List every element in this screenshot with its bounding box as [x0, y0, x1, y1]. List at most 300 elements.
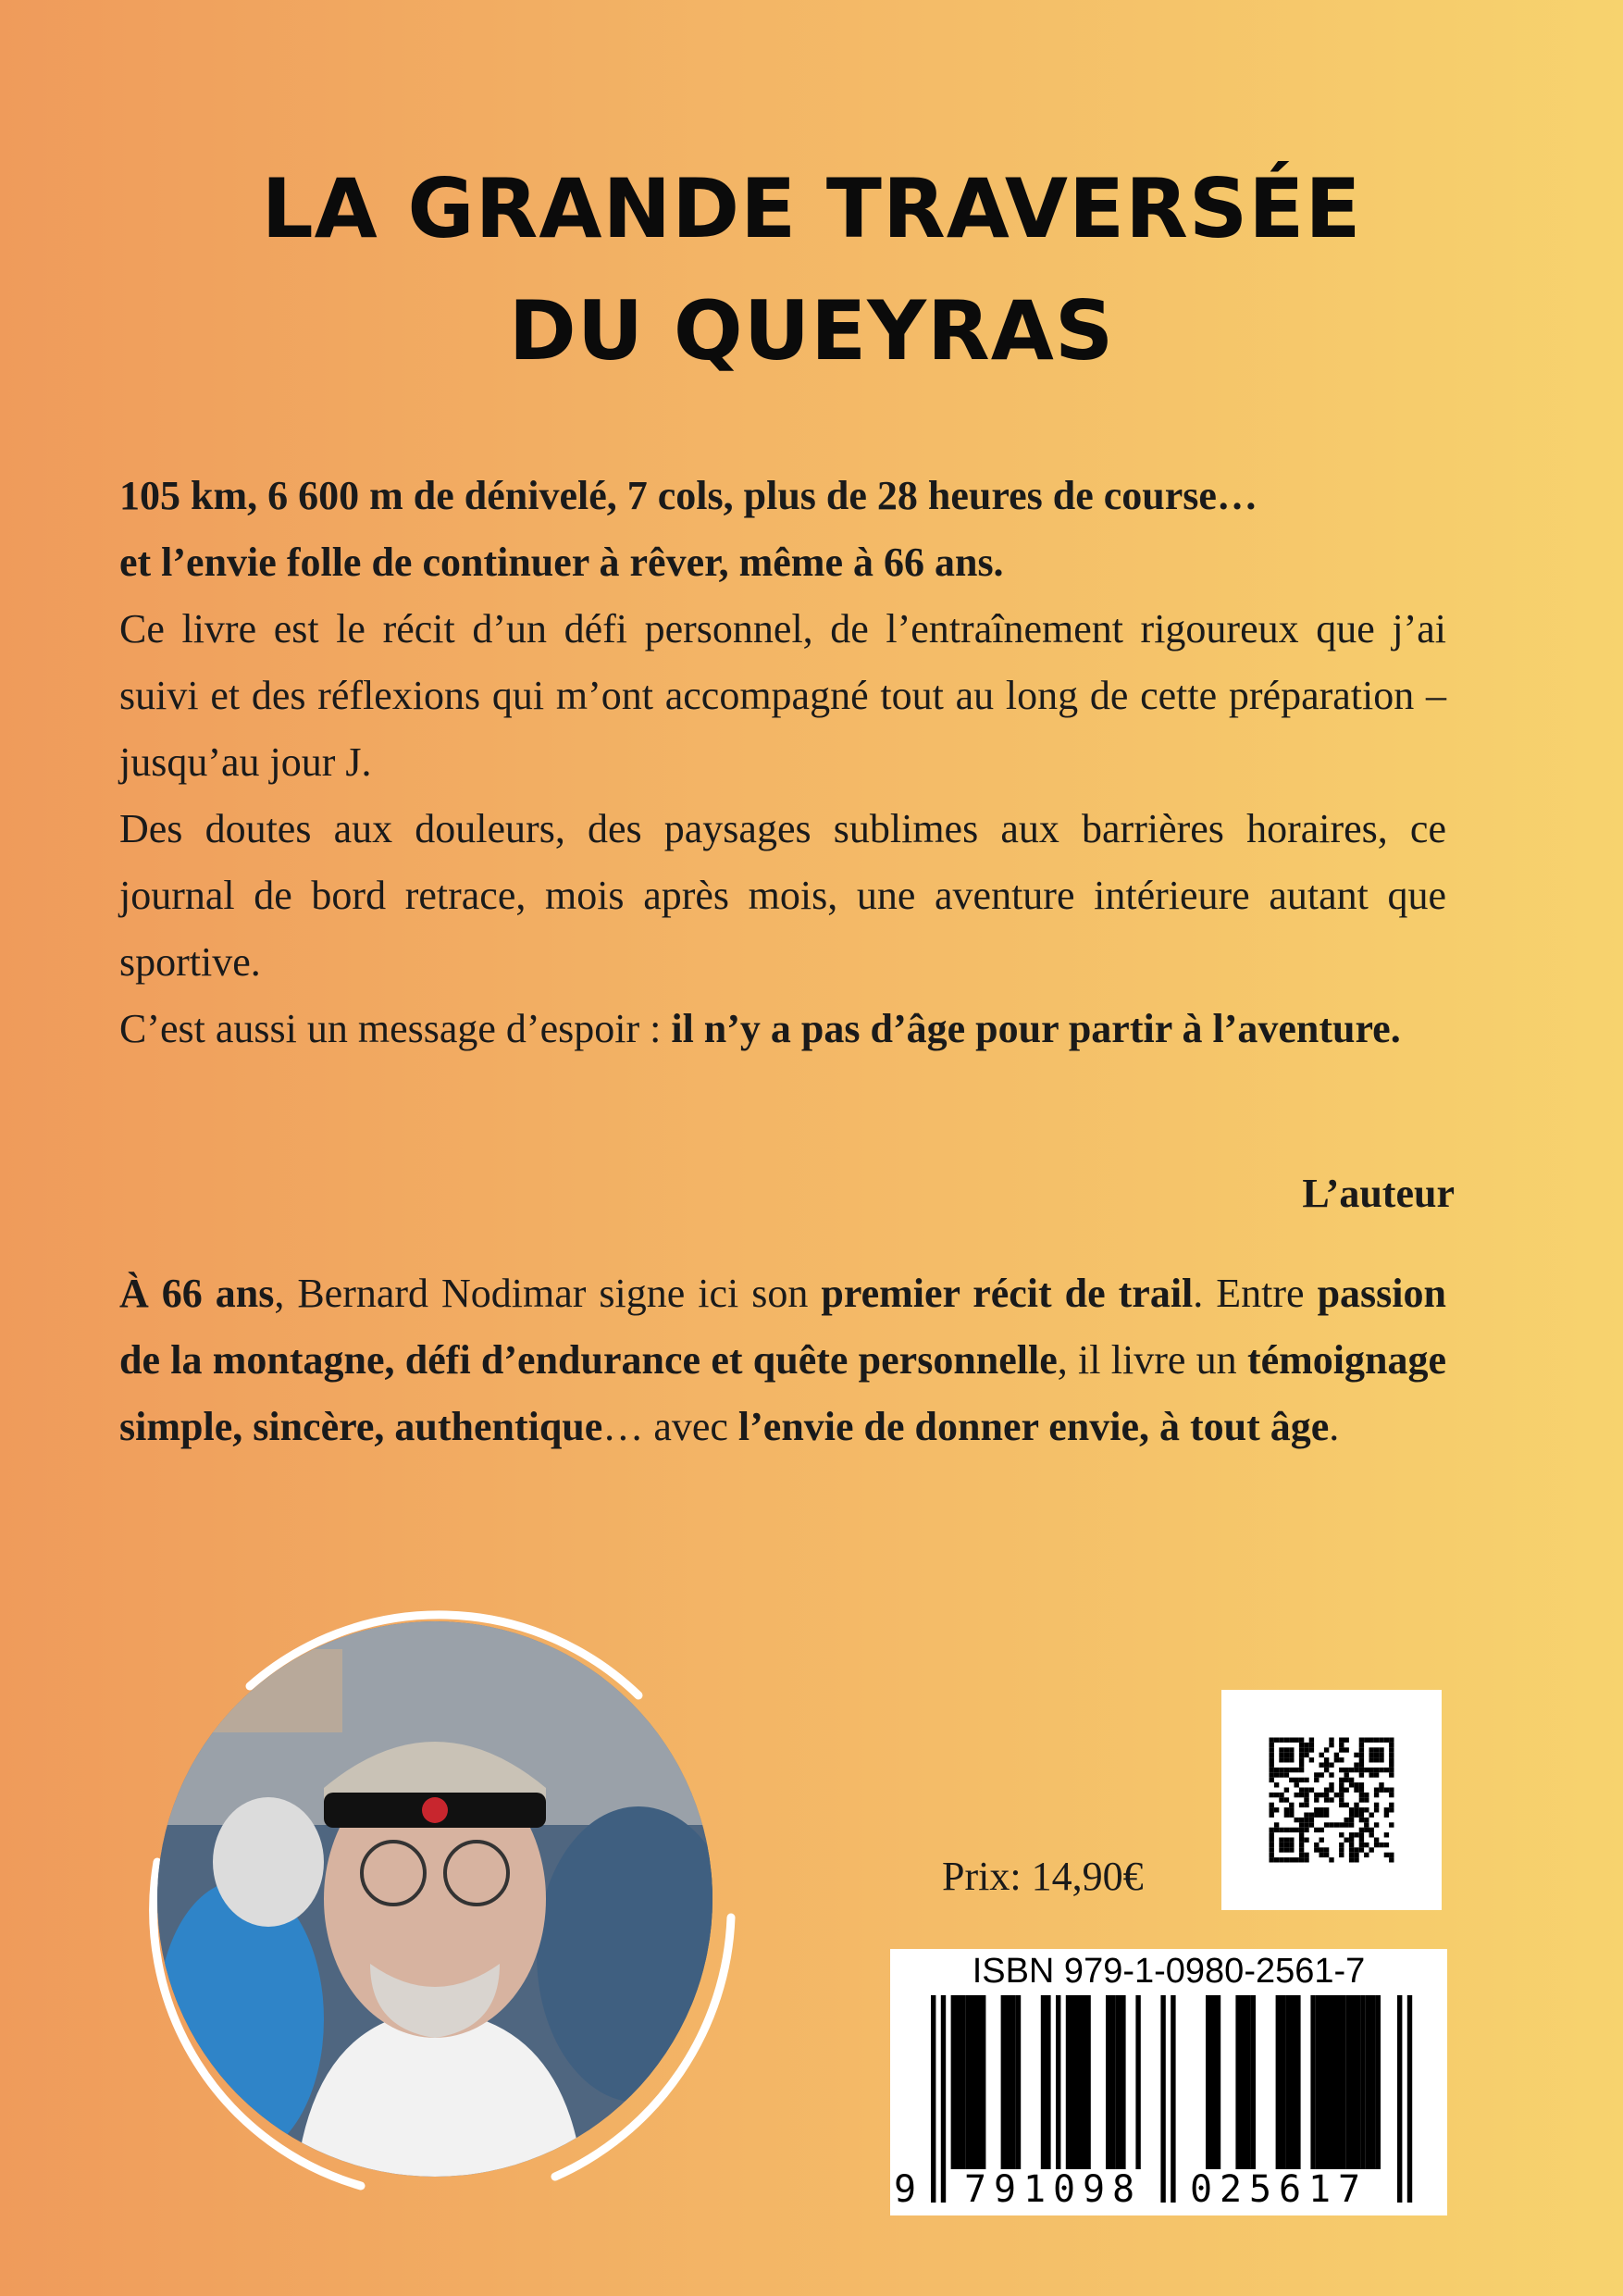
bio-emphasis-testimony: témoignage simple, sincère, authentique: [119, 1337, 1446, 1449]
qr-module: [1309, 1818, 1314, 1822]
qr-module: [1319, 1853, 1324, 1857]
qr-module: [1270, 1793, 1274, 1797]
qr-module: [1299, 1747, 1304, 1752]
qr-module: [1344, 1747, 1349, 1752]
qr-module: [1334, 1793, 1339, 1797]
qr-module: [1379, 1788, 1383, 1793]
qr-module: [1309, 1747, 1314, 1752]
qr-module: [1289, 1747, 1294, 1752]
qr-module: [1379, 1768, 1383, 1772]
qr-module: [1284, 1768, 1289, 1772]
qr-module: [1274, 1793, 1279, 1797]
qr-module: [1319, 1807, 1324, 1812]
qr-module: [1324, 1847, 1329, 1852]
qr-module: [1359, 1782, 1364, 1787]
qr-module: [1299, 1738, 1304, 1743]
qr-module: [1289, 1757, 1294, 1762]
qr-module: [1304, 1818, 1308, 1822]
qr-module: [1369, 1768, 1374, 1772]
qr-module: [1279, 1768, 1283, 1772]
qr-module: [1359, 1788, 1364, 1793]
qr-module: [1384, 1843, 1389, 1847]
qr-module: [1274, 1807, 1279, 1812]
blurb-paragraph-1: Ce livre est le récit d’un défi personnel, de l’entraînement rigoureux que j’ai suivi et des réflexions qui m’ont accompagné tout au long de cette préparation – jusqu’au jour J.: [119, 606, 1446, 785]
qr-module: [1299, 1793, 1304, 1797]
qr-module: [1279, 1772, 1283, 1777]
isbn-digit: 9: [1083, 2168, 1106, 2211]
qr-module: [1270, 1807, 1274, 1812]
qr-module: [1339, 1847, 1344, 1852]
qr-module: [1379, 1738, 1383, 1743]
qr-module: [1384, 1853, 1389, 1857]
qr-module: [1359, 1807, 1364, 1812]
qr-module: [1324, 1813, 1329, 1818]
qr-module: [1359, 1772, 1364, 1777]
barcode-bar: [1081, 1995, 1091, 2169]
qr-module: [1369, 1738, 1374, 1743]
qr-module: [1295, 1782, 1299, 1787]
barcode-bar: [1016, 1995, 1021, 2169]
qr-module: [1339, 1778, 1344, 1782]
qr-module: [1289, 1778, 1294, 1782]
qr-module: [1324, 1822, 1329, 1827]
blurb-lead-line-2: et l’envie folle de continuer à rêver, même à 66 ans.: [119, 540, 1004, 585]
qr-module: [1374, 1772, 1379, 1777]
barcode-bar: [966, 1995, 981, 2169]
barcode-bar: [1235, 1995, 1250, 2169]
qr-module: [1279, 1828, 1283, 1832]
qr-module: [1304, 1838, 1308, 1843]
qr-module: [1270, 1757, 1274, 1762]
qr-module: [1374, 1807, 1379, 1812]
qr-module: [1324, 1757, 1329, 1762]
isbn-label: ISBN 979-1-0980-2561-7: [972, 1952, 1366, 1991]
qr-module: [1359, 1738, 1364, 1743]
qr-module: [1314, 1797, 1319, 1802]
qr-module: [1389, 1788, 1394, 1793]
qr-module: [1295, 1793, 1299, 1797]
isbn-digit: 6: [1279, 2168, 1302, 2211]
qr-module: [1339, 1832, 1344, 1837]
qr-module: [1354, 1847, 1358, 1852]
qr-module: [1374, 1738, 1379, 1743]
qr-module: [1359, 1753, 1364, 1757]
qr-module: [1359, 1747, 1364, 1752]
qr-module: [1354, 1853, 1358, 1857]
qr-module: [1379, 1747, 1383, 1752]
qr-module: [1374, 1788, 1379, 1793]
qr-module: [1299, 1768, 1304, 1772]
qr-module: [1270, 1778, 1274, 1782]
barcode-bar: [1251, 1995, 1256, 2169]
qr-module: [1284, 1813, 1289, 1818]
qr-module: [1284, 1757, 1289, 1762]
qr-module: [1324, 1793, 1329, 1797]
barcode-bar: [1206, 1995, 1220, 2169]
qr-module: [1314, 1793, 1319, 1797]
qr-module: [1389, 1768, 1394, 1772]
qr-module: [1279, 1753, 1283, 1757]
isbn-digits: [890, 2166, 1447, 2214]
qr-module: [1359, 1768, 1364, 1772]
qr-module: [1319, 1772, 1324, 1777]
qr-module: [1339, 1782, 1344, 1787]
qr-module: [1279, 1838, 1283, 1843]
qr-module: [1339, 1797, 1344, 1802]
qr-module: [1349, 1857, 1354, 1862]
qr-module: [1299, 1778, 1304, 1782]
qr-module: [1329, 1743, 1333, 1747]
qr-module: [1339, 1788, 1344, 1793]
qr-module: [1329, 1782, 1333, 1787]
isbn-barcode: [890, 1949, 1447, 2215]
qr-module: [1334, 1757, 1339, 1762]
qr-module: [1389, 1753, 1394, 1757]
qr-module: [1359, 1763, 1364, 1768]
barcode-bar: [1001, 1995, 1016, 2169]
qr-module: [1384, 1813, 1389, 1818]
qr-module: [1374, 1843, 1379, 1847]
qr-module: [1295, 1828, 1299, 1832]
qr-module: [1354, 1763, 1358, 1768]
qr-module: [1364, 1793, 1369, 1797]
qr-module: [1389, 1763, 1394, 1768]
qr-module: [1270, 1803, 1274, 1807]
qr-module: [1329, 1797, 1333, 1802]
qr-module: [1309, 1822, 1314, 1827]
qr-module: [1289, 1803, 1294, 1807]
bio-text: , Bernard Nodimar signe ici son: [274, 1271, 822, 1316]
qr-module: [1319, 1828, 1324, 1832]
qr-module: [1295, 1738, 1299, 1743]
qr-module: [1379, 1753, 1383, 1757]
qr-module: [1284, 1747, 1289, 1752]
qr-module: [1359, 1797, 1364, 1802]
qr-module: [1299, 1847, 1304, 1852]
qr-module: [1299, 1763, 1304, 1768]
qr-module: [1304, 1828, 1308, 1832]
qr-module: [1299, 1832, 1304, 1837]
isbn-digit: 7: [964, 2168, 987, 2211]
barcode-bar: [1331, 1995, 1345, 2169]
qr-module: [1299, 1822, 1304, 1827]
qr-module: [1289, 1738, 1294, 1743]
book-title: [0, 148, 1623, 392]
qr-module: [1349, 1847, 1354, 1852]
qr-module: [1314, 1843, 1319, 1847]
qr-module: [1389, 1853, 1394, 1857]
blurb-lead-line-1: 105 km, 6 600 m de dénivelé, 7 cols, plus de 28 heures de course…: [119, 473, 1258, 518]
qr-module: [1309, 1738, 1314, 1743]
back-cover-blurb: [119, 463, 1446, 1062]
barcode-bar: [1376, 1995, 1381, 2169]
qr-module: [1289, 1857, 1294, 1862]
qr-module: [1374, 1838, 1379, 1843]
qr-module: [1359, 1793, 1364, 1797]
qr-module: [1309, 1743, 1314, 1747]
qr-module: [1274, 1857, 1279, 1862]
qr-module: [1334, 1753, 1339, 1757]
qr-module: [1274, 1782, 1279, 1787]
qr-module: [1329, 1822, 1333, 1827]
bio-text: , il livre un: [1057, 1337, 1247, 1383]
qr-module: [1389, 1857, 1394, 1862]
qr-module: [1384, 1738, 1389, 1743]
qr-module: [1329, 1857, 1333, 1862]
qr-module: [1359, 1813, 1364, 1818]
qr-module: [1279, 1747, 1283, 1752]
qr-module: [1319, 1753, 1324, 1757]
qr-module: [1324, 1768, 1329, 1772]
qr-module: [1329, 1738, 1333, 1743]
qr-module: [1304, 1797, 1308, 1802]
qr-module: [1339, 1738, 1344, 1743]
qr-module: [1339, 1768, 1344, 1772]
qr-module: [1304, 1788, 1308, 1793]
qr-module: [1279, 1857, 1283, 1862]
qr-module: [1339, 1793, 1344, 1797]
qr-module: [1304, 1778, 1308, 1782]
title-line-1: LA GRANDE TRAVERSÉE: [261, 161, 1362, 256]
qr-module: [1344, 1788, 1349, 1793]
qr-module: [1270, 1772, 1274, 1777]
qr-module: [1354, 1768, 1358, 1772]
bio-text: .: [1329, 1404, 1340, 1449]
isbn-digit: 1: [1023, 2168, 1047, 2211]
qr-module: [1329, 1772, 1333, 1777]
qr-module: [1309, 1813, 1314, 1818]
qr-module: [1279, 1847, 1283, 1852]
qr-module: [1384, 1768, 1389, 1772]
qr-module: [1369, 1847, 1374, 1852]
qr-module: [1274, 1828, 1279, 1832]
barcode-bar: [1066, 1995, 1081, 2169]
qr-module: [1344, 1803, 1349, 1807]
qr-module: [1304, 1747, 1308, 1752]
qr-module: [1354, 1813, 1358, 1818]
bio-text: . Entre: [1193, 1271, 1318, 1316]
qr-module: [1289, 1838, 1294, 1843]
qr-module: [1284, 1738, 1289, 1743]
qr-module: [1349, 1832, 1354, 1837]
qr-module: [1369, 1753, 1374, 1757]
barcode-bar: [1310, 1995, 1315, 2169]
qr-module: [1324, 1788, 1329, 1793]
qr-module: [1319, 1838, 1324, 1843]
qr-module: [1344, 1778, 1349, 1782]
qr-module: [1304, 1743, 1308, 1747]
qr-module: [1359, 1828, 1364, 1832]
qr-module: [1274, 1772, 1279, 1777]
qr-module: [1384, 1832, 1389, 1837]
isbn-digit: 9: [994, 2168, 1017, 2211]
qr-module: [1369, 1813, 1374, 1818]
qr-module: [1354, 1788, 1358, 1793]
qr-module: [1279, 1738, 1283, 1743]
qr-module: [1299, 1757, 1304, 1762]
price-label: Prix: 14,90€: [942, 1854, 1144, 1899]
qr-module: [1354, 1803, 1358, 1807]
qr-module: [1304, 1813, 1308, 1818]
qr-module: [1319, 1847, 1324, 1852]
qr-module: [1295, 1857, 1299, 1862]
author-photo: [157, 1621, 712, 2177]
qr-module: [1284, 1753, 1289, 1757]
qr-module: [1324, 1807, 1329, 1812]
title-line-2: DU QUEYRAS: [508, 283, 1115, 379]
barcode-bar: [1345, 1995, 1360, 2169]
qr-module: [1319, 1763, 1324, 1768]
barcode-bar: [1316, 1995, 1331, 2169]
qr-module: [1384, 1788, 1389, 1793]
qr-code: [1221, 1690, 1442, 1910]
qr-module: [1354, 1832, 1358, 1837]
qr-module: [1309, 1788, 1314, 1793]
qr-module: [1299, 1857, 1304, 1862]
qr-module: [1284, 1797, 1289, 1802]
isbn-digit: 0: [1053, 2168, 1076, 2211]
qr-module: [1369, 1757, 1374, 1762]
qr-module: [1339, 1843, 1344, 1847]
qr-module: [1359, 1832, 1364, 1837]
qr-module: [1314, 1778, 1319, 1782]
qr-module: [1279, 1797, 1283, 1802]
barcode-bar: [1285, 1995, 1300, 2169]
isbn-digit: 1: [1308, 2168, 1332, 2211]
qr-module: [1354, 1782, 1358, 1787]
blurb-paragraph-3-emphasis: il n’y a pas d’âge pour partir à l’aventure.: [671, 1006, 1401, 1051]
qr-module: [1304, 1822, 1308, 1827]
qr-module: [1299, 1828, 1304, 1832]
qr-module: [1284, 1847, 1289, 1852]
qr-module: [1354, 1857, 1358, 1862]
qr-module: [1349, 1768, 1354, 1772]
qr-module: [1299, 1788, 1304, 1793]
isbn-digit: 7: [1338, 2168, 1361, 2211]
barcode-bar: [1056, 1995, 1060, 2169]
qr-module: [1319, 1793, 1324, 1797]
barcode-bar: [981, 1995, 985, 2169]
qr-module: [1364, 1822, 1369, 1827]
qr-module: [1299, 1818, 1304, 1822]
qr-module: [1270, 1738, 1274, 1743]
author-bio: [119, 1260, 1446, 1460]
qr-module: [1299, 1803, 1304, 1807]
qr-module: [1379, 1782, 1383, 1787]
qr-module: [1349, 1818, 1354, 1822]
qr-module: [1314, 1828, 1319, 1832]
bio-emphasis-first-story: premier récit de trail: [821, 1271, 1194, 1316]
qr-module: [1289, 1847, 1294, 1852]
bio-emphasis-envie: l’envie de donner envie, à tout âge: [737, 1404, 1330, 1449]
qr-module: [1270, 1768, 1274, 1772]
qr-module: [1359, 1757, 1364, 1762]
qr-module: [1284, 1838, 1289, 1843]
qr-module: [1339, 1743, 1344, 1747]
isbn-digit: 2: [1220, 2168, 1243, 2211]
qr-module: [1374, 1793, 1379, 1797]
qr-module: [1324, 1747, 1329, 1752]
qr-module: [1364, 1818, 1369, 1822]
qr-module: [1304, 1753, 1308, 1757]
qr-module: [1295, 1768, 1299, 1772]
barcode-bar: [1135, 1995, 1140, 2169]
isbn-digit: 5: [1249, 2168, 1272, 2211]
qr-module: [1389, 1822, 1394, 1827]
qr-module: [1389, 1757, 1394, 1762]
qr-module: [1295, 1778, 1299, 1782]
qr-module: [1359, 1838, 1364, 1843]
qr-module: [1289, 1768, 1294, 1772]
qr-module: [1284, 1772, 1289, 1777]
qr-module: [1314, 1772, 1319, 1777]
qr-module: [1279, 1843, 1283, 1847]
qr-module: [1270, 1828, 1274, 1832]
qr-module: [1289, 1843, 1294, 1847]
author-heading: L’auteur: [1302, 1171, 1455, 1216]
qr-module: [1289, 1753, 1294, 1757]
qr-module: [1379, 1843, 1383, 1847]
qr-module: [1329, 1788, 1333, 1793]
blurb-paragraph-3: [119, 996, 1446, 1062]
qr-module: [1284, 1828, 1289, 1832]
bio-emphasis-age: À 66 ans: [119, 1271, 275, 1316]
qr-module: [1339, 1822, 1344, 1827]
qr-module: [1369, 1772, 1374, 1777]
barcode-bar: [1366, 1995, 1376, 2169]
qr-module: [1324, 1763, 1329, 1768]
qr-module: [1270, 1813, 1274, 1818]
qr-module: [1344, 1772, 1349, 1777]
bio-emphasis-passion: passion de la montagne, défi d’endurance et quête personnelle: [119, 1271, 1446, 1383]
qr-module: [1279, 1757, 1283, 1762]
blurb-paragraph-2: Des doutes aux douleurs, des paysages sublimes aux barrières horaires, ce journal de bord retrace, mois après mois, une aventure intérieure autant que sportive.: [119, 806, 1446, 985]
qr-module: [1364, 1738, 1369, 1743]
qr-module: [1274, 1768, 1279, 1772]
qr-module: [1349, 1843, 1354, 1847]
qr-module: [1389, 1807, 1394, 1812]
qr-module: [1339, 1757, 1344, 1762]
qr-module: [1314, 1813, 1319, 1818]
barcode-bar: [1276, 1995, 1286, 2169]
qr-module: [1270, 1753, 1274, 1757]
qr-module: [1344, 1822, 1349, 1827]
qr-module: [1270, 1857, 1274, 1862]
qr-module: [1274, 1822, 1279, 1827]
qr-module: [1349, 1822, 1354, 1827]
qr-module: [1299, 1743, 1304, 1747]
qr-module: [1339, 1747, 1344, 1752]
qr-module: [1374, 1753, 1379, 1757]
qr-module: [1389, 1743, 1394, 1747]
qr-module: [1374, 1757, 1379, 1762]
qr-module: [1299, 1853, 1304, 1857]
qr-module: [1389, 1772, 1394, 1777]
qr-module: [1354, 1807, 1358, 1812]
qr-module: [1384, 1807, 1389, 1812]
qr-module: [1270, 1743, 1274, 1747]
qr-module: [1369, 1832, 1374, 1837]
qr-module: [1344, 1818, 1349, 1822]
qr-module: [1314, 1847, 1319, 1852]
qr-module: [1349, 1813, 1354, 1818]
qr-module: [1284, 1843, 1289, 1847]
qr-module: [1379, 1757, 1383, 1762]
qr-module: [1389, 1793, 1394, 1797]
qr-module: [1284, 1788, 1289, 1793]
qr-module: [1349, 1782, 1354, 1787]
qr-module: [1304, 1803, 1308, 1807]
